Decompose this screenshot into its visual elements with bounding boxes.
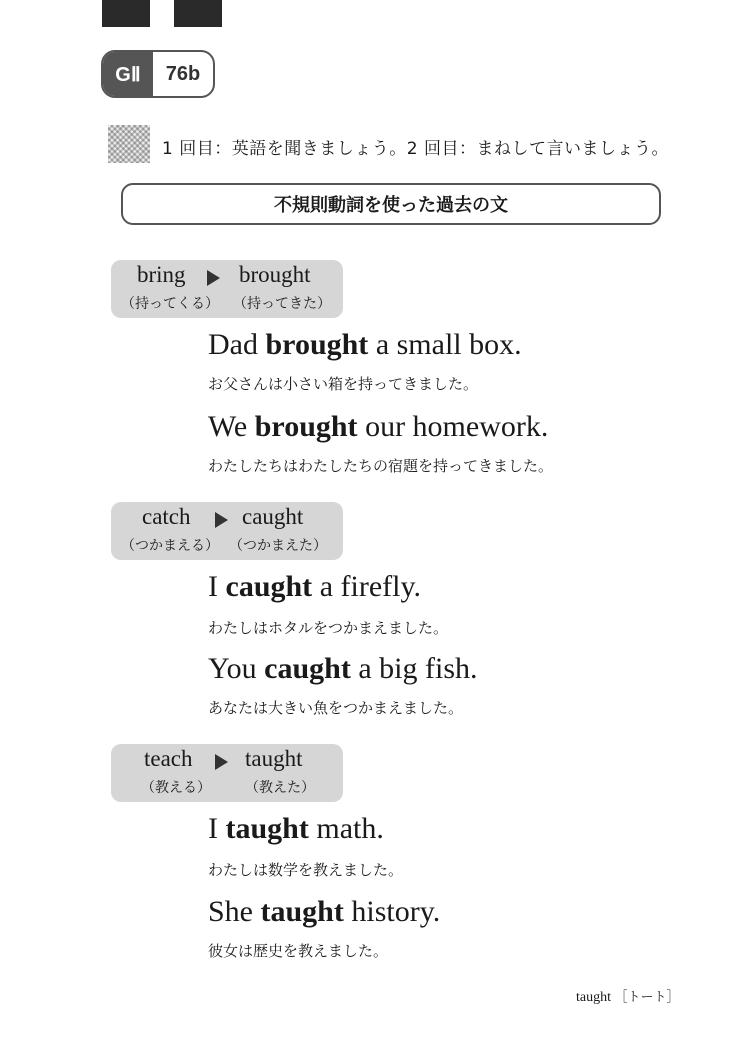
example-sentence: I caught a firefly. [208, 570, 422, 603]
arrow-right-icon [207, 270, 220, 286]
sentence-translation: わたしはホタルをつかまえました。 [208, 619, 449, 637]
sentence-translation: お父さんは小さい箱を持ってきました。 [208, 375, 479, 393]
sentence-translation: 彼女は歴史を教えました。 [208, 942, 389, 960]
instruction-text: 1 回目：英語を聞きましょう。2 回目：まねして言いましょう。 [162, 139, 669, 159]
audio-code-icon[interactable] [108, 125, 150, 163]
verb-base-meaning: （持ってくる） [121, 296, 219, 312]
verb-base-meaning: （教える） [141, 780, 211, 796]
example-sentence: She taught history. [208, 895, 441, 928]
example-sentence: I taught math. [208, 812, 384, 845]
sentence-translation: わたしは数学を教えました。 [208, 861, 404, 879]
verb-base: catch [142, 504, 191, 529]
verb-base: bring [137, 262, 186, 287]
verb-base-meaning: （つかまえる） [121, 538, 219, 554]
verb-pair-catch [111, 502, 343, 560]
verb-past: caught [242, 504, 304, 529]
arrow-right-icon [215, 754, 228, 770]
verb-pair-teach [111, 744, 343, 802]
verb-pair-bring [111, 260, 343, 318]
verb-past: taught [245, 746, 303, 771]
sentence-translation: わたしたちはわたしたちの宿題を持ってきました。 [208, 457, 554, 475]
top-bar-right [174, 0, 222, 27]
verb-base: teach [144, 746, 193, 771]
top-bar-left [102, 0, 150, 27]
verb-past-meaning: （持ってきた） [233, 296, 331, 312]
verb-past-meaning: （つかまえた） [229, 538, 327, 554]
example-sentence: We brought our homework. [208, 410, 549, 443]
verb-past-meaning: （教えた） [245, 780, 315, 796]
verb-past: brought [239, 262, 311, 287]
example-sentence: Dad brought a small box. [208, 328, 522, 361]
pronunciation-note: taught ［トート］ [576, 990, 680, 1005]
lesson-tab [101, 50, 215, 98]
arrow-right-icon [215, 512, 228, 528]
level-label: GⅡ [103, 52, 153, 96]
example-sentence: You caught a big fish. [208, 652, 478, 685]
page-code: 76b [165, 62, 201, 85]
sentence-translation: あなたは大きい魚をつかまえました。 [208, 699, 464, 717]
section-title: 不規則動詞を使った過去の文 [121, 183, 661, 225]
